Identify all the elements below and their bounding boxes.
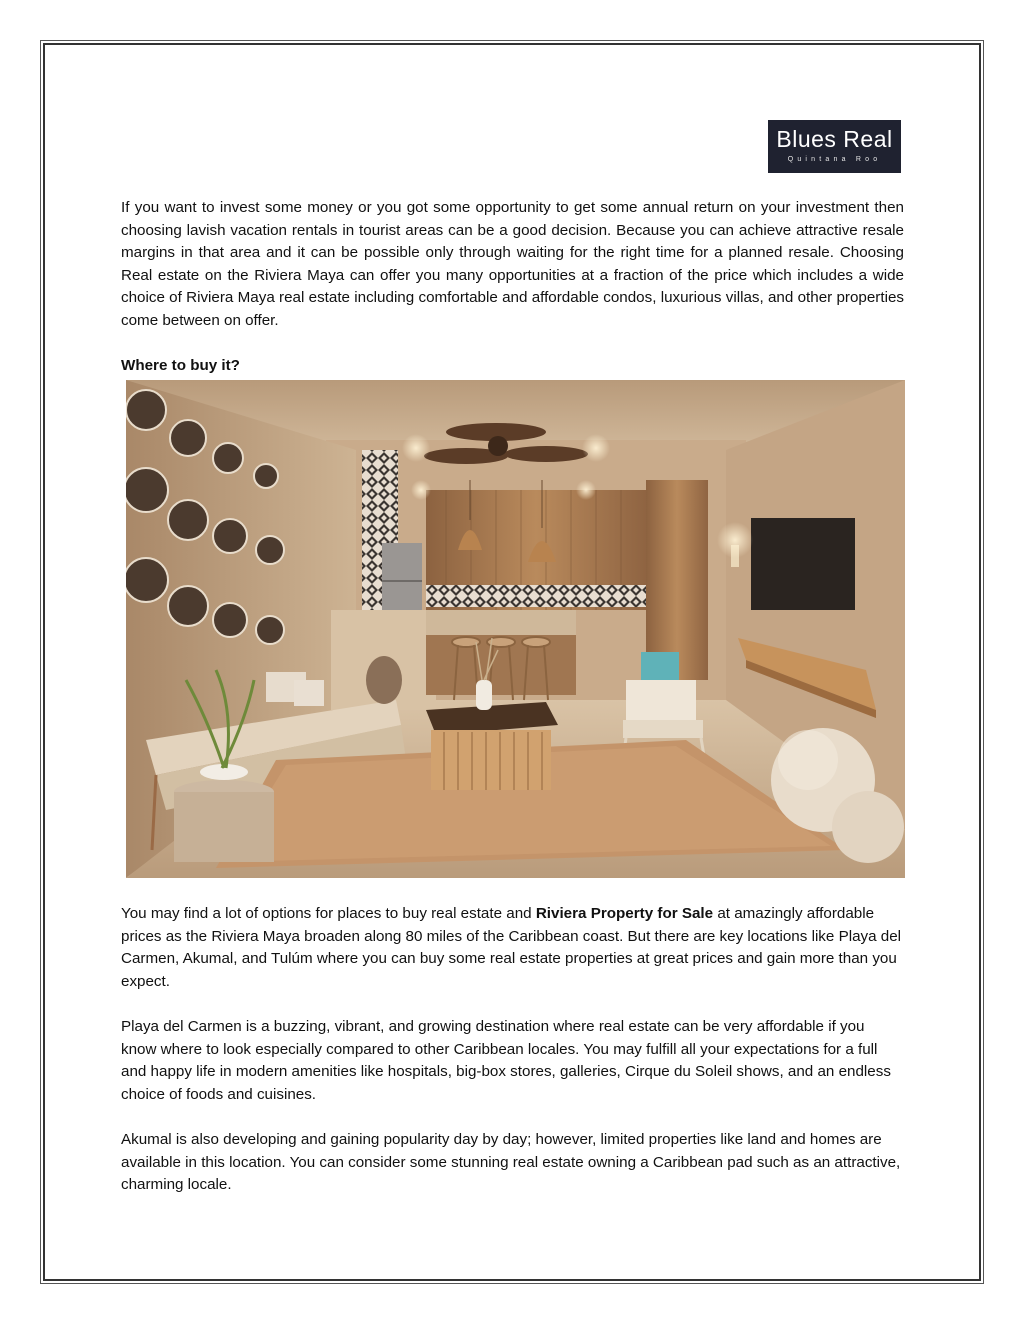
logo-tagline: Quintana Roo xyxy=(787,156,882,163)
living-room-photo xyxy=(126,380,905,878)
playa-paragraph: Playa del Carmen is a buzzing, vibrant, and growing destination where real estate can be very affordable if you know where to look especially compared to other Caribbean locales. You may fulfill all your expectations for a full and happy life in modern amenities like hospitals, big-box stores, galleries, Cirque du Soleil shows, and an endless choice of foods and cuisines. xyxy=(121,1018,891,1103)
options-text-before: You may find a lot of options for places to buy real estate and xyxy=(121,905,536,922)
blues-real-logo xyxy=(768,120,901,173)
akumal-paragraph: Akumal is also developing and gaining popularity day by day; however, limited properties like land and homes are available in this location. You can consider some stunning real estate owning a Caribbean pad such as an attractive, charming locale. xyxy=(121,1131,901,1193)
riviera-property-link-text: Riviera Property for Sale xyxy=(535,905,714,922)
intro-paragraph: If you want to invest some money or you got some opportunity to get some annual return on your investment then choosing lavish vacation rentals in tourist areas can be a good decision. Because you can achieve attractive resale margins in that area and it can be possible only through waiting for the right time for a planned resale. Choosing Real estate on the Riviera Maya can offer you many opportunities at a fraction of the price which includes a wide choice of Riviera Maya real estate including comfortable and affordable condos, luxurious villas, and other properties come between on offer. xyxy=(121,199,904,329)
section-heading: Where to buy it? xyxy=(121,357,240,374)
options-paragraph xyxy=(121,903,904,993)
options-text-after: at amazingly affordable prices as the Riviera Maya broaden along 80 miles of the Caribbean coast. But there are key locations like Playa del Carmen, Akumal, and Tulúm where you can buy some real estate properties at great prices and gain more than you expect. xyxy=(121,905,902,990)
logo-name: Blues Real xyxy=(776,126,893,152)
